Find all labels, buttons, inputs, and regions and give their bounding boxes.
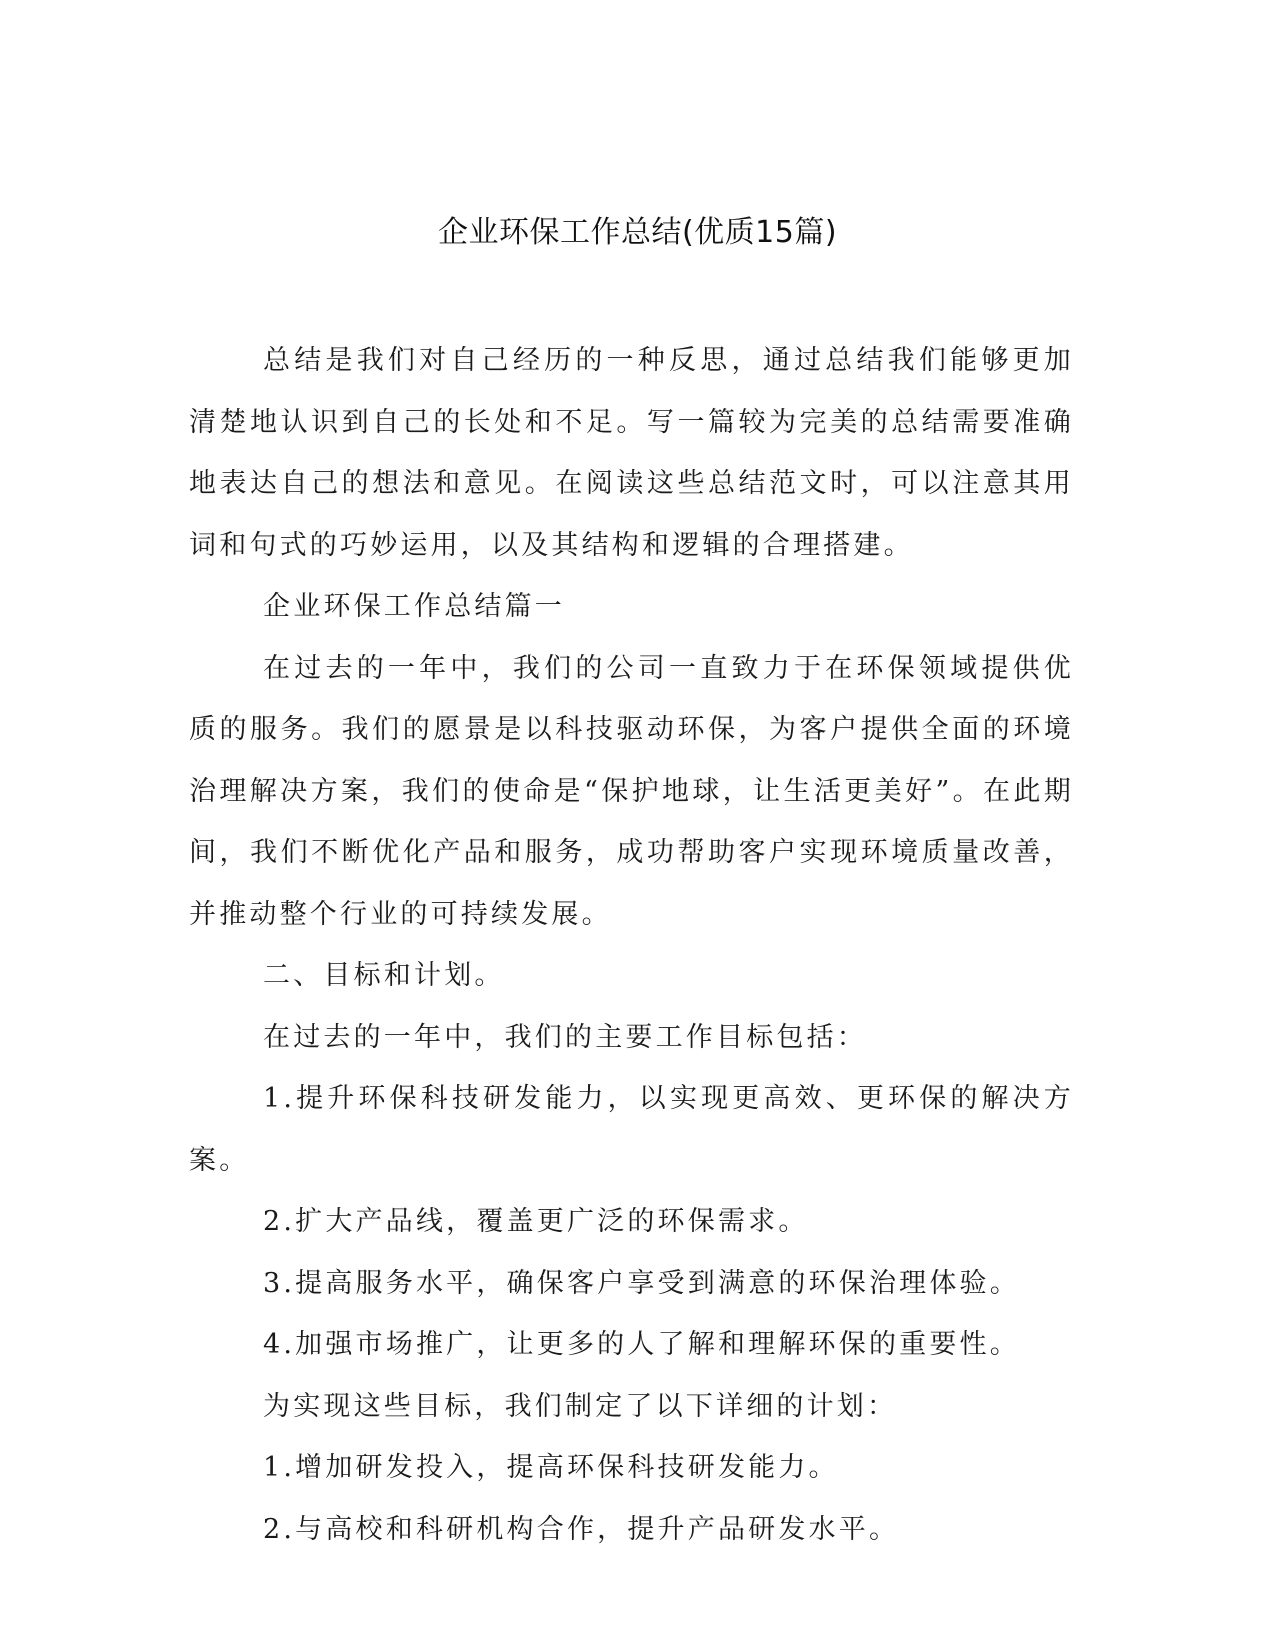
list-item: 2.扩大产品线，覆盖更广泛的环保需求。 bbox=[263, 1206, 809, 1237]
body-paragraph: 在过去的一年中，我们的主要工作目标包括： bbox=[263, 1021, 867, 1053]
body-paragraph: 在过去的一年中，我们的公司一直致力于在环保领域提供优质的服务。我们的愿景是以科技驱动环保，为客户提供全面的环境治理解决方案，我们的使命是“保护地球，让生活更美好”。在此期间，我们不断优化产品和服务，成功帮助客户实现环境质量改善，并推动整个行业的可持续发展。 bbox=[189, 652, 1074, 930]
subheading: 二、目标和计划。 bbox=[263, 960, 505, 991]
section-heading: 企业环保工作总结篇一 bbox=[263, 591, 565, 622]
intro-paragraph: 总结是我们对自己经历的一种反思，通过总结我们能够更加清楚地认识到自己的长处和不足。写一篇较为完美的总结需要准确地表达自己的想法和意见。在阅读这些总结范文时，可以注意其用词和句式的巧妙运用，以及其结构和逻辑的合理搭建。 bbox=[189, 345, 1074, 561]
list-item: 2.与高校和科研机构合作，提升产品研发水平。 bbox=[263, 1513, 900, 1545]
list-item: 1.增加研发投入，提高环保科技研发能力。 bbox=[263, 1452, 839, 1483]
list-item: 3.提高服务水平，确保客户享受到满意的环保治理体验。 bbox=[263, 1267, 1020, 1299]
document-body bbox=[189, 330, 1074, 1560]
body-paragraph: 为实现这些目标，我们制定了以下详细的计划： bbox=[263, 1390, 898, 1422]
document-title: 企业环保工作总结(优质15篇) bbox=[437, 215, 838, 250]
list-item: 1.提升环保科技研发能力，以实现更高效、更环保的解决方案。 bbox=[189, 1083, 1074, 1176]
list-item: 4.加强市场推广，让更多的人了解和理解环保的重要性。 bbox=[263, 1329, 1020, 1360]
